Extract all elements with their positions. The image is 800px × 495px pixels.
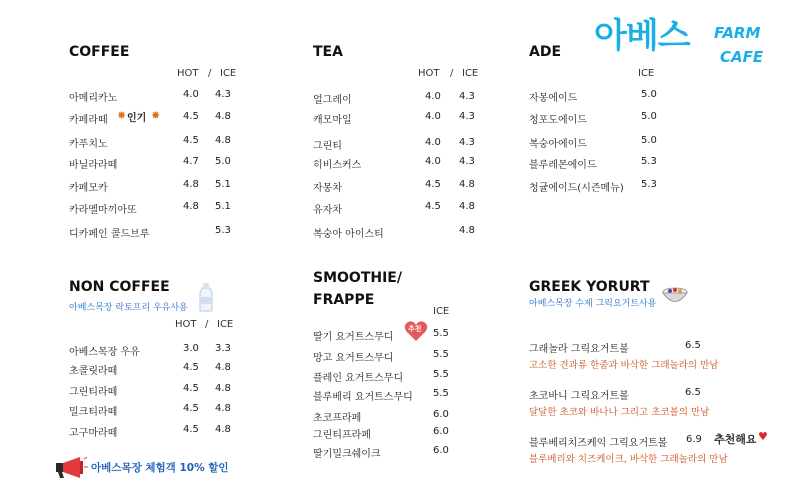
tea-item-hot: 4.5 xyxy=(425,201,441,212)
tea-item-ice: 4.3 xyxy=(459,156,475,167)
tea-item-ice: 4.3 xyxy=(459,137,475,148)
smoothie-item-ice: 5.5 xyxy=(433,388,449,399)
greek-item-desc: 고소한 견과류 한줌과 바삭한 그래놀라의 만남 xyxy=(529,360,719,371)
non-coffee-hot-header: HOT xyxy=(175,319,197,330)
greek-item-price: 6.5 xyxy=(685,387,701,398)
coffee-item-ice: 5.1 xyxy=(215,179,231,190)
coffee-item-hot: 4.5 xyxy=(183,135,199,146)
ade-ice-header: ICE xyxy=(638,68,655,79)
coffee-item-hot: 4.8 xyxy=(183,179,199,190)
ade-item-ice: 5.0 xyxy=(641,89,657,100)
coffee-header-sep: / xyxy=(208,68,212,79)
coffee-item-hot: 4.5 xyxy=(183,111,199,122)
smoothie-item-ice: 5.5 xyxy=(433,328,449,339)
non-coffee-item-hot: 4.5 xyxy=(183,383,199,394)
non-coffee-item-name: 아베스목장 우유 xyxy=(69,347,140,358)
ade-item-ice: 5.3 xyxy=(641,156,657,167)
smoothie-item-ice: 6.0 xyxy=(433,426,449,437)
discount-text: 아베스목장 체험객 10% 할인 xyxy=(91,462,229,474)
non-coffee-item-hot: 4.5 xyxy=(183,403,199,414)
smoothie-item-ice: 6.0 xyxy=(433,445,449,456)
tea-item-hot: 4.0 xyxy=(425,91,441,102)
non-coffee-title: NON COFFEE xyxy=(69,279,170,295)
coffee-item-name: 카라멜마끼아또 xyxy=(69,205,137,216)
tea-item-ice: 4.8 xyxy=(459,179,475,190)
non-coffee-item-ice: 4.8 xyxy=(215,383,231,394)
coffee-item-name: 바닐라라떼 xyxy=(69,160,118,171)
tea-hot-header: HOT xyxy=(418,68,440,79)
tea-header-sep: / xyxy=(450,68,454,79)
smoothie-item-ice: 6.0 xyxy=(433,409,449,420)
smoothie-item-name: 플레인 요거트스무디 xyxy=(313,373,404,384)
smoothie-item-name: 그린티프라페 xyxy=(313,430,371,441)
maple-leaf-icon: ✸ xyxy=(151,109,161,122)
recommend-badge: 추천 xyxy=(408,325,422,333)
greek-subtitle: 아베스목장 수제 그릭요거트사용 xyxy=(529,299,657,309)
smoothie-item-name: 블루베리 요거트스무디 xyxy=(313,392,413,403)
coffee-title: COFFEE xyxy=(69,44,130,60)
tea-item-hot: 4.0 xyxy=(425,111,441,122)
coffee-item-ice: 5.3 xyxy=(215,225,231,236)
tea-ice-header: ICE xyxy=(462,68,479,79)
ade-item-ice: 5.3 xyxy=(641,179,657,190)
non-coffee-item-hot: 4.5 xyxy=(183,424,199,435)
smoothie-title-line2: FRAPPE xyxy=(313,292,375,308)
coffee-item-name: 카페모카 xyxy=(69,183,108,194)
smoothie-item-name: 딸기 요거트스무디 xyxy=(313,332,394,343)
greek-item-desc: 블루베리와 치즈케이크, 바삭한 그래놀라의 만남 xyxy=(529,454,728,465)
greek-item-name: 초코바니 그릭요거트볼 xyxy=(529,391,629,402)
tea-item-ice: 4.8 xyxy=(459,225,475,236)
recommend-label: 추천해요 xyxy=(714,433,757,446)
popular-badge: 인기 xyxy=(127,113,147,124)
coffee-item-ice: 5.1 xyxy=(215,201,231,212)
non-coffee-subtitle: 아베스목장 락토프리 우유사용 xyxy=(69,303,188,313)
tea-item-name: 히비스커스 xyxy=(313,160,362,171)
ade-item-ice: 5.0 xyxy=(641,135,657,146)
coffee-item-hot: 4.0 xyxy=(183,89,199,100)
smoothie-item-ice: 5.5 xyxy=(433,349,449,360)
coffee-hot-header: HOT xyxy=(177,68,199,79)
tea-item-name: 복숭아 아이스티 xyxy=(313,229,384,240)
ade-item-ice: 5.0 xyxy=(641,111,657,122)
ade-item-name: 자몽에이드 xyxy=(529,93,578,104)
tea-item-ice: 4.3 xyxy=(459,91,475,102)
megaphone-icon xyxy=(54,455,88,479)
greek-item-price: 6.5 xyxy=(685,340,701,351)
tea-item-ice: 4.8 xyxy=(459,201,475,212)
coffee-item-ice: 5.0 xyxy=(215,156,231,167)
ade-item-name: 청포도에이드 xyxy=(529,115,587,126)
yogurt-bowl-icon xyxy=(662,284,688,306)
ade-title: ADE xyxy=(529,44,562,60)
coffee-ice-header: ICE xyxy=(220,68,237,79)
tea-item-ice: 4.3 xyxy=(459,111,475,122)
non-coffee-item-name: 그린티라떼 xyxy=(69,387,118,398)
coffee-item-hot: 4.8 xyxy=(183,201,199,212)
non-coffee-item-ice: 4.8 xyxy=(215,424,231,435)
coffee-item-ice: 4.8 xyxy=(215,111,231,122)
coffee-item-name: 디카페인 콜드브루 xyxy=(69,229,150,240)
tea-item-name: 유자차 xyxy=(313,205,342,216)
smoothie-ice-header: ICE xyxy=(433,306,450,317)
greek-item-name: 그래놀라 그릭요거트볼 xyxy=(529,344,629,355)
non-coffee-header-sep: / xyxy=(205,319,209,330)
smoothie-title-line1: SMOOTHIE/ xyxy=(313,270,402,286)
greek-item-name: 블루베리치즈케익 그릭요거트볼 xyxy=(529,438,668,449)
coffee-item-ice: 4.3 xyxy=(215,89,231,100)
tea-item-name: 얼그레이 xyxy=(313,95,352,106)
tea-item-name: 그린티 xyxy=(313,141,342,152)
non-coffee-item-hot: 4.5 xyxy=(183,362,199,373)
non-coffee-item-name: 밀크티라떼 xyxy=(69,407,118,418)
non-coffee-ice-header: ICE xyxy=(217,319,234,330)
smoothie-item-name: 망고 요거트스무디 xyxy=(313,353,394,364)
tea-item-hot: 4.0 xyxy=(425,137,441,148)
tea-item-hot: 4.5 xyxy=(425,179,441,190)
coffee-item-name: 아메리카노 xyxy=(69,93,118,104)
non-coffee-item-ice: 4.8 xyxy=(215,362,231,373)
non-coffee-item-ice: 3.3 xyxy=(215,343,231,354)
coffee-item-ice: 4.8 xyxy=(215,135,231,146)
non-coffee-item-hot: 3.0 xyxy=(183,343,199,354)
tea-item-hot: 4.0 xyxy=(425,156,441,167)
maple-leaf-icon: ✸ xyxy=(117,109,127,122)
ade-item-name: 블루레몬에이드 xyxy=(529,160,597,171)
tea-item-name: 자몽차 xyxy=(313,183,342,194)
milk-bottle-icon xyxy=(198,282,214,312)
logo-farm: FARM xyxy=(714,24,761,42)
logo-cafe: CAFE xyxy=(720,48,764,66)
greek-item-price: 6.9 xyxy=(686,434,702,445)
ade-item-name: 청귤에이드(시즌메뉴) xyxy=(529,183,624,194)
ade-item-name: 복숭아에이드 xyxy=(529,139,587,150)
greek-item-desc: 달달한 초코와 바나나 그리고 초코볼의 만남 xyxy=(529,407,710,418)
tea-title: TEA xyxy=(313,44,343,60)
tea-item-name: 캐모마일 xyxy=(313,115,352,126)
coffee-item-name: 카푸치노 xyxy=(69,139,108,150)
coffee-item-hot: 4.7 xyxy=(183,156,199,167)
heart-icon: ♥ xyxy=(758,430,768,443)
smoothie-item-name: 딸기밀크쉐이크 xyxy=(313,449,381,460)
smoothie-item-name: 초코프라페 xyxy=(313,413,362,424)
non-coffee-item-name: 고구마라떼 xyxy=(69,428,118,439)
coffee-item-name: 카페라떼 xyxy=(69,115,108,126)
logo-korean: 아베스 xyxy=(594,16,690,56)
non-coffee-item-name: 초콜릿라떼 xyxy=(69,366,118,377)
smoothie-item-ice: 5.5 xyxy=(433,369,449,380)
greek-title: GREEK YORURT xyxy=(529,279,650,295)
non-coffee-item-ice: 4.8 xyxy=(215,403,231,414)
